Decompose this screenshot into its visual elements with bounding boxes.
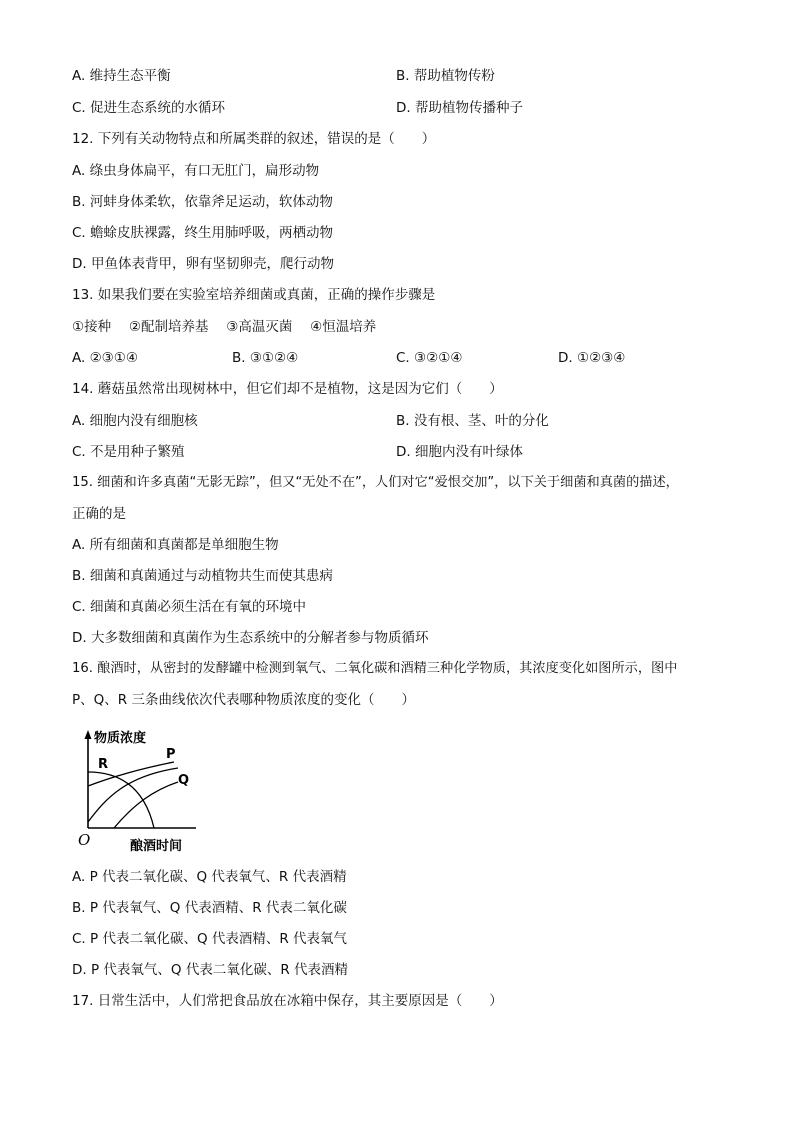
- option-line: C. P 代表二氧化碳、Q 代表酒精、R 代表氧气: [72, 931, 348, 947]
- question-13-steps: ①接种 ②配制培养基 ③高温灭菌 ④恒温培养: [72, 319, 377, 335]
- concentration-graph: [74, 724, 204, 856]
- curve-label-r: R: [98, 757, 109, 772]
- option-line: C. 细菌和真菌必须生活在有氧的环境中: [72, 599, 307, 615]
- option-line: C. ③②①④: [396, 350, 463, 366]
- y-axis-label: 物质浓度: [94, 731, 147, 746]
- option-line: A. ②③①④: [72, 350, 138, 366]
- curve-label-q: Q: [178, 773, 190, 788]
- question-12: 12. 下列有关动物特点和所属类群的叙述，错误的是（ ）: [72, 131, 436, 147]
- option-line: C. 蟾蜍皮肤裸露，终生用肺呼吸，两栖动物: [72, 225, 334, 241]
- question-14: 14. 蘑菇虽然常出现树林中，但它们却不是植物，这是因为它们（ ）: [72, 381, 503, 397]
- option-line: B. 没有根、茎、叶的分化: [396, 413, 549, 429]
- option-line: A. 绦虫身体扁平，有口无肛门，扁形动物: [72, 163, 320, 179]
- x-axis-label: 酿酒时间: [130, 839, 183, 854]
- curve-label-p: P: [166, 747, 176, 762]
- option-line: B. 帮助植物传粉: [396, 68, 495, 84]
- option-line: D. 细胞内没有叶绿体: [396, 444, 523, 460]
- question-16-cont: P、Q、R 三条曲线依次代表哪种物质浓度的变化（ ）: [72, 692, 415, 708]
- option-line: A. 维持生态平衡: [72, 68, 171, 84]
- curve-p: [88, 768, 178, 822]
- option-line: A. 所有细菌和真菌都是单细胞生物: [72, 537, 279, 553]
- option-line: D. 帮助植物传播种子: [396, 100, 523, 116]
- question-17: 17. 日常生活中，人们常把食品放在冰箱中保存，其主要原因是（ ）: [72, 993, 503, 1009]
- question-16: 16. 酿酒时，从密封的发酵罐中检测到氧气、二氧化碳和酒精三种化学物质，其浓度变化如图所示，图中: [72, 661, 678, 676]
- origin-label: O: [78, 831, 91, 849]
- option-line: D. ①②③④: [558, 350, 626, 366]
- question-13: 13. 如果我们要在实验室培养细菌或真菌，正确的操作步骤是: [72, 287, 436, 303]
- option-line: B. 细菌和真菌通过与动植物共生而使其患病: [72, 568, 333, 584]
- question-15-cont: 正确的是: [72, 506, 126, 522]
- option-line: B. P 代表氧气、Q 代表酒精、R 代表二氧化碳: [72, 900, 347, 916]
- option-line: B. ③①②④: [232, 350, 299, 366]
- y-axis-arrow: [85, 730, 92, 739]
- option-line: C. 促进生态系统的水循环: [72, 100, 226, 116]
- option-line: D. 大多数细菌和真菌作为生态系统中的分解者参与物质循环: [72, 630, 429, 646]
- option-line: D. 甲鱼体表背甲，卵有坚韧卵壳，爬行动物: [72, 256, 334, 272]
- option-line: B. 河蚌身体柔软，依靠斧足运动，软体动物: [72, 194, 333, 210]
- question-15: 15. 细菌和许多真菌“无影无踪”，但又“无处不在”，人们对它“爱恨交加”，以下关于细菌和真菌的描述，: [72, 475, 679, 490]
- option-line: A. P 代表二氧化碳、Q 代表氧气、R 代表酒精: [72, 869, 347, 885]
- option-line: A. 细胞内没有细胞核: [72, 413, 198, 429]
- option-line: D. P 代表氧气、Q 代表二氧化碳、R 代表酒精: [72, 962, 348, 978]
- option-line: C. 不是用种子繁殖: [72, 444, 185, 460]
